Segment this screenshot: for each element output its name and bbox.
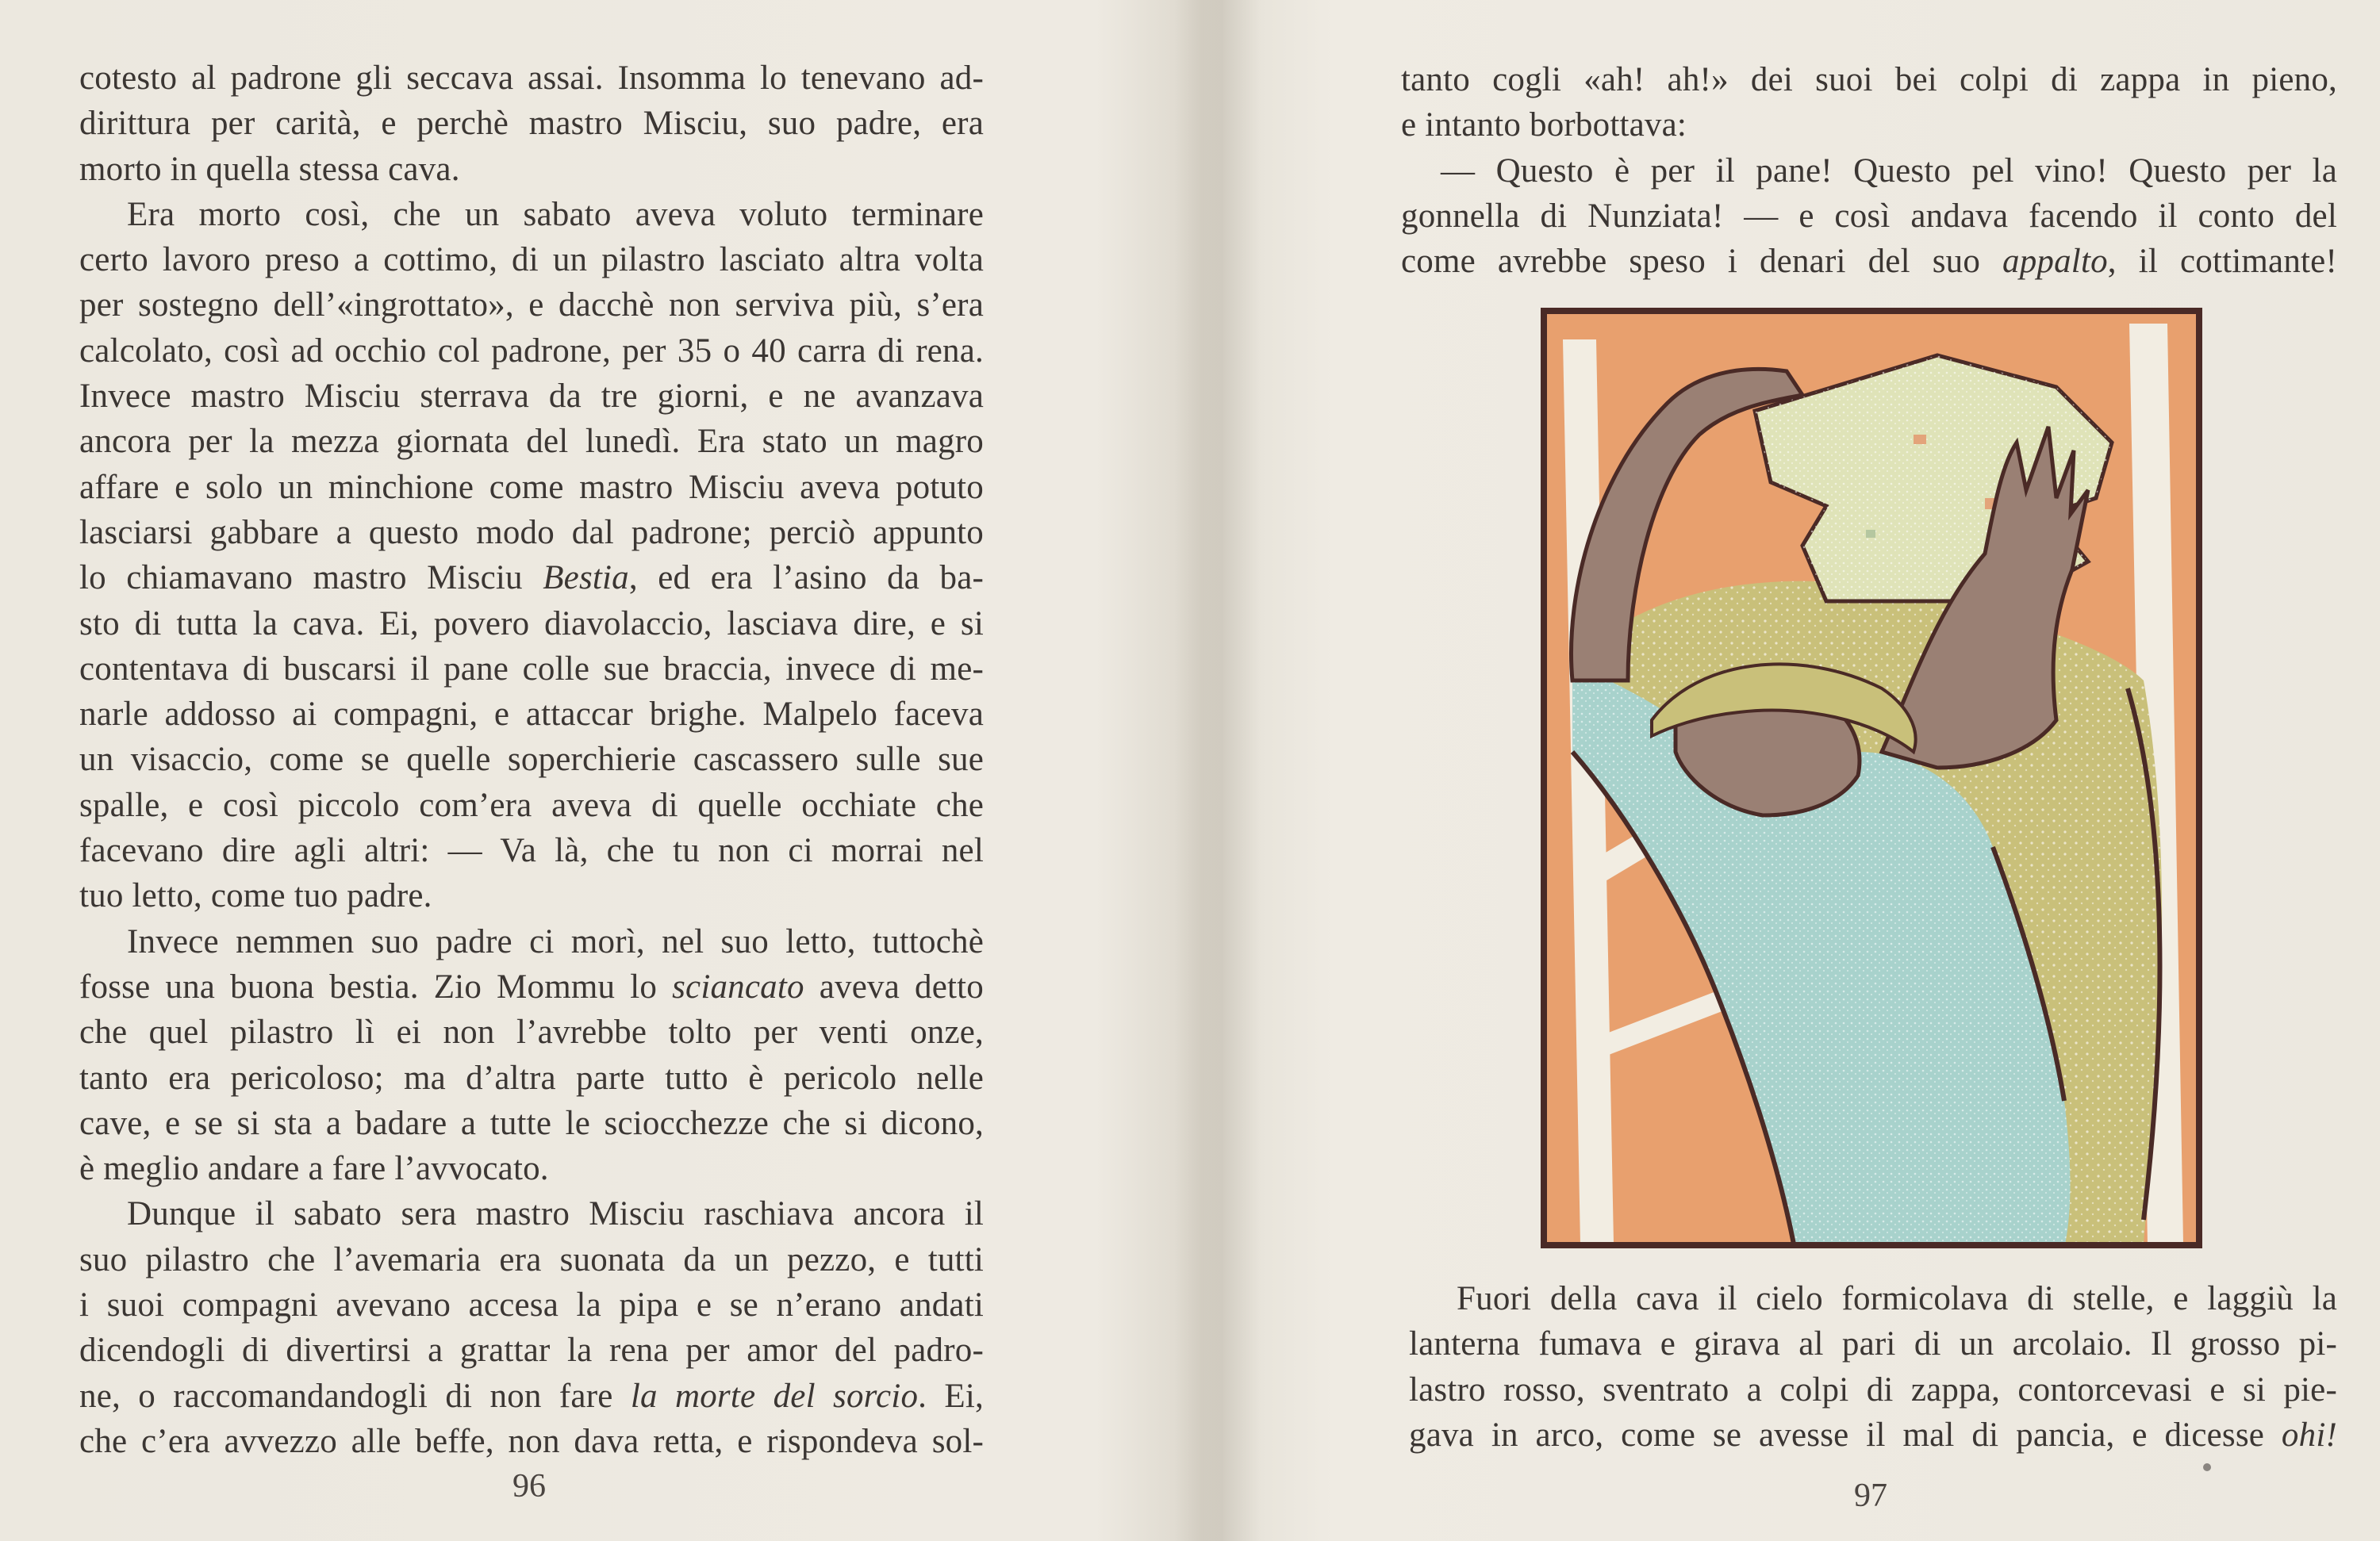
paper-speck — [2203, 1463, 2211, 1471]
text-run: , ed era l’asino da ba- — [628, 559, 985, 597]
text-line: affare e solo un minchione come mastro Misciu aveva potuto — [79, 468, 984, 506]
text-line: spalle, e così piccolo com’era aveva di quelle occhiate che — [79, 786, 984, 824]
text-line — [1409, 1413, 2337, 1458]
text-line: suo pilastro che l’avemaria era suonata da un pezzo, e tutti — [79, 1240, 984, 1278]
text-line: tanto era pericoloso; ma d’altra parte tutto è pericolo nelle — [79, 1059, 984, 1097]
text-line — [79, 964, 984, 1010]
text-line: Era morto così, che un sabato aveva voluto terminare — [127, 195, 984, 233]
text-line: tuo letto, come tuo padre. — [79, 877, 432, 915]
text-line: ancora per la mezza giornata del lunedì. Era stato un magro — [79, 423, 984, 461]
text-line: lasciarsi gabbare a questo modo dal padrone; perciò appunto — [79, 513, 984, 551]
text-line: cotesto al padrone gli seccava assai. Insomma lo tenevano ad- — [79, 59, 984, 97]
woodcut-illustration — [1541, 308, 2202, 1248]
text-line: gonnella di Nunziata! — e così andava facendo il conto del — [1401, 197, 2337, 235]
italic-run: sciancato — [672, 968, 804, 1006]
text-run: gava in arco, come se avesse il mal di pancia, e dicesse — [1409, 1416, 2282, 1454]
text-line: Dunque il sabato sera mastro Misciu raschiava ancora il — [127, 1195, 984, 1233]
text-line: tanto cogli «ah! ah!» dei suoi bei colpi di zappa in pieno, — [1401, 61, 2337, 98]
text-run: lo chiamavano mastro Misciu — [79, 559, 543, 597]
italic-run: appalto — [2002, 243, 2108, 281]
right-page — [1198, 0, 2380, 1541]
text-line: i suoi compagni avevano accesa la pipa e se n’erano andati — [79, 1286, 984, 1324]
text-line: e intanto borbottava: — [1401, 106, 1687, 144]
text-line: Invece mastro Misciu sterrava da tre giorni, e ne avanzava — [79, 378, 984, 416]
text-run: . Ei, — [918, 1377, 984, 1415]
text-run: come avrebbe speso i denari del suo — [1401, 243, 2002, 281]
text-line: calcolato, così ad occhio col padrone, per 35 o 40 carra di rena. — [79, 332, 984, 370]
text-run: aveva detto — [804, 968, 984, 1006]
text-line: dicendogli di divertirsi a grattar la rena per amor del padro- — [79, 1332, 984, 1370]
text-line: certo lavoro preso a cottimo, di un pilastro lasciato altra volta — [79, 241, 984, 279]
text-line: contentava di buscarsi il pane colle sue braccia, invece di me- — [79, 650, 984, 688]
right-page-text-bottom — [1409, 1276, 2337, 1458]
text-run: fosse una buona bestia. Zio Mommu lo — [79, 968, 673, 1006]
text-line: che quel pilastro lì ei non l’avrebbe tolto per venti onze, — [79, 1014, 984, 1052]
text-line: sto di tutta la cava. Ei, povero diavolaccio, lasciava dire, e si — [79, 604, 984, 642]
text-line: un visaccio, come se quelle soperchierie cascassero sulle sue — [79, 741, 984, 779]
text-line: è meglio andare a fare l’avvocato. — [79, 1150, 549, 1188]
text-line: dirittura per carità, e perchè mastro Misciu, suo padre, era — [79, 105, 984, 143]
text-line: per sostegno dell’«ingrottato», e dacchè non serviva più, s’era — [79, 286, 984, 324]
text-line: lastro rosso, sventrato a colpi di zappa, contorcevasi e si pie- — [1409, 1370, 2337, 1409]
text-run: ne, o raccomandandogli di non fare — [79, 1377, 631, 1415]
text-line — [1401, 239, 2337, 284]
text-line: narle addosso ai compagni, e attaccar brighe. Malpelo faceva — [79, 696, 984, 734]
italic-run: ohi! — [2281, 1416, 2337, 1454]
text-line: che c’era avvezzo alle beffe, non dava retta, e rispondeva sol- — [79, 1422, 984, 1460]
page-number: 96 — [512, 1468, 546, 1505]
text-line — [79, 555, 984, 600]
text-line: facevano dire agli altri: — Va là, che tu non ci morrai nel — [79, 832, 984, 870]
italic-run: la morte del sorcio — [630, 1377, 919, 1415]
woodcut-figure-carrying-stone-icon — [1541, 308, 2202, 1248]
text-line: lanterna fumava e girava al pari di un arcolaio. Il grosso pi- — [1409, 1325, 2337, 1363]
page-number: 97 — [1854, 1478, 1887, 1514]
text-line: — Questo è per il pane! Questo pel vino! Questo per la — [1441, 151, 2337, 190]
text-line: Fuori della cava il cielo formicolava di stelle, e laggiù la — [1457, 1280, 2337, 1317]
text-line: Invece nemmen suo padre ci morì, nel suo letto, tuttochè — [127, 922, 984, 960]
text-line: cave, e se si sta a badare a tutte le sciocchezze che si dicono, — [79, 1104, 984, 1142]
italic-run: Bestia — [543, 559, 629, 597]
text-line — [79, 1374, 984, 1419]
text-run: , il cottimante! — [2107, 243, 2337, 281]
right-page-text-top — [1401, 57, 2337, 284]
text-line: morto in quella stessa cava. — [79, 150, 460, 188]
left-page-text — [79, 56, 984, 1464]
